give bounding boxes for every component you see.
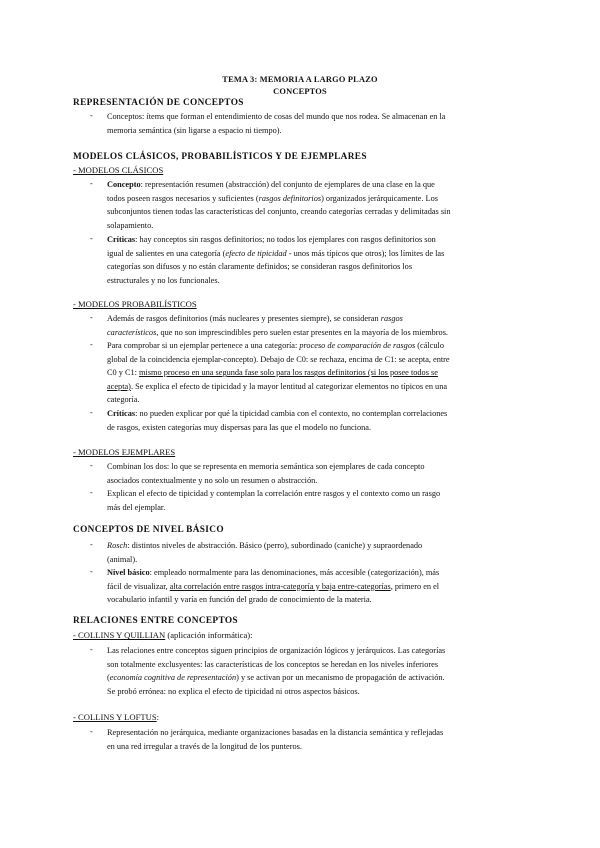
bullet-marker: - — [90, 234, 93, 243]
list-item-criticas-probabilisticos: Críticas: no pueden explicar por qué la tipicidad cambia con el contexto, no contemplan correlaciones de rasgos, existen categorías muy dispersas para las que el modelo no funciona. — [107, 409, 448, 432]
list-item-collins-loftus: Representación no jerárquica, mediante organizaciones basadas en la distancia semántica y reflejadas en una red irregular a través de la longitud de los punteros. — [107, 728, 444, 751]
list-item-criticas-clasicos: Críticas: hay conceptos sin rasgos definitorios; no todos los ejemplares con rasgos definitorios son igual de salientes en una categoría (efecto de tipicidad - unos más típicos que otros); los límites de las categorías son difusos y no están claramente definidos; se consideran rasgos definitorios los estructurales y no los funcionales. — [107, 235, 445, 285]
subheading-collins-loftus: - COLLINS Y LOFTUS: — [73, 712, 160, 722]
subheading-collins-quillian: - COLLINS Y QUILLIAN (aplicación informática): — [73, 630, 253, 640]
list-item-conceptos: Conceptos: ítems que forman el entendimiento de cosas del mundo que nos rodea. Se almacenan en la memoria semántica (sin ligarse a espacio ni tiempo). — [107, 112, 446, 135]
list-item-comparacion-rasgos: Para comprobar si un ejemplar pertenece a una categoría: proceso de comparación de rasgos (cálculo global de la coincidencia ejemplar-concepto). Debajo de C0: se rechaza, encima de C1: se acepta, entre C0 y C1: mismo proceso en una segunda fase solo para los rasgos definitorios (si los posee todos se acepta). Se explica el efecto de tipicidad y la mayor lentitud al categorizar elementos no típicos en una categoría. — [107, 341, 450, 405]
list-item-nivel-basico: Nivel básico: empleado normalmente para las denominaciones, más accesible (categorización), más fácil de visualizar, alta correlación entre rasgos intra-categoría y baja entre-categorías, primero en el vocabulario infantil y varía en función del grado de conocimiento de la materia. — [107, 568, 440, 605]
list-item-explican: Explican el efecto de tipicidad y contemplan la correlación entre rasgos y el contexto como un rasgo más del ejemplar. — [107, 489, 441, 512]
section-heading-nivel-basico: CONCEPTOS DE NIVEL BÁSICO — [73, 525, 224, 535]
bullet-marker: - — [90, 645, 93, 654]
bullet-marker: - — [90, 461, 93, 470]
section-heading-modelos: MODELOS CLÁSICOS, PROBABILÍSTICOS Y DE EJEMPLARES — [73, 152, 367, 162]
bullet-marker: - — [90, 567, 93, 576]
list-item-rosch: Rosch: distintos niveles de abstracción. Básico (perro), subordinado (caniche) y supraordenado (animal). — [107, 541, 423, 564]
list-item-combinan: Combinan los dos: lo que se representa en memoria semántica son ejemplares de cada concepto asociados contextualmente y no solo un resumen o abstracción. — [107, 462, 425, 485]
bullet-marker: - — [90, 408, 93, 417]
list-item-rasgos-caracteristicos: Además de rasgos definitorios (más nucleares y presentes siempre), se consideran rasgos característicos, que no son imprescindibles pero suelen estar presentes en la mayoría de los miembros. — [107, 314, 449, 337]
document-subtitle: CONCEPTOS — [273, 87, 327, 96]
bullet-marker: - — [90, 540, 93, 549]
document-title: TEMA 3: MEMORIA A LARGO PLAZO — [222, 75, 378, 84]
subheading-clasicos: - MODELOS CLÁSICOS — [73, 165, 164, 175]
section-heading-relaciones: RELACIONES ENTRE CONCEPTOS — [73, 616, 238, 626]
bullet-marker: - — [90, 340, 93, 349]
bullet-marker: - — [90, 111, 93, 120]
bullet-marker: - — [90, 488, 93, 497]
section-heading-representacion: REPRESENTACIÓN DE CONCEPTOS — [73, 98, 244, 108]
subheading-ejemplares: - MODELOS EJEMPLARES — [73, 447, 176, 457]
bullet-marker: - — [90, 179, 93, 188]
list-item-concepto: Concepto: representación resumen (abstracción) del conjunto de ejemplares de una clase en la que todos poseen rasgos necesarios y suficientes (rasgos definitorios) organizados jerárquicamente. Los subconjuntos tienen todas las características del conjunto, creando categorías cerradas y delimitadas sin solapamiento. — [107, 180, 451, 230]
bullet-marker: - — [90, 727, 93, 736]
list-item-collins-quillian: Las relaciones entre conceptos siguen principios de organización lógicos y jerárquicos. Las categorías son totalmente exclusyentes: las características de los conceptos se heredan en los niveles inferiores (economía cognitiva de representación) y se activan por un mecanismo de propagación de activación. Se probó errónea: no explica el efecto de tipicidad ni otros aspectos básicos. — [107, 646, 446, 696]
subheading-probabilisticos: - MODELOS PROBABILÍSTICOS — [73, 299, 197, 309]
bullet-marker: - — [90, 313, 93, 322]
